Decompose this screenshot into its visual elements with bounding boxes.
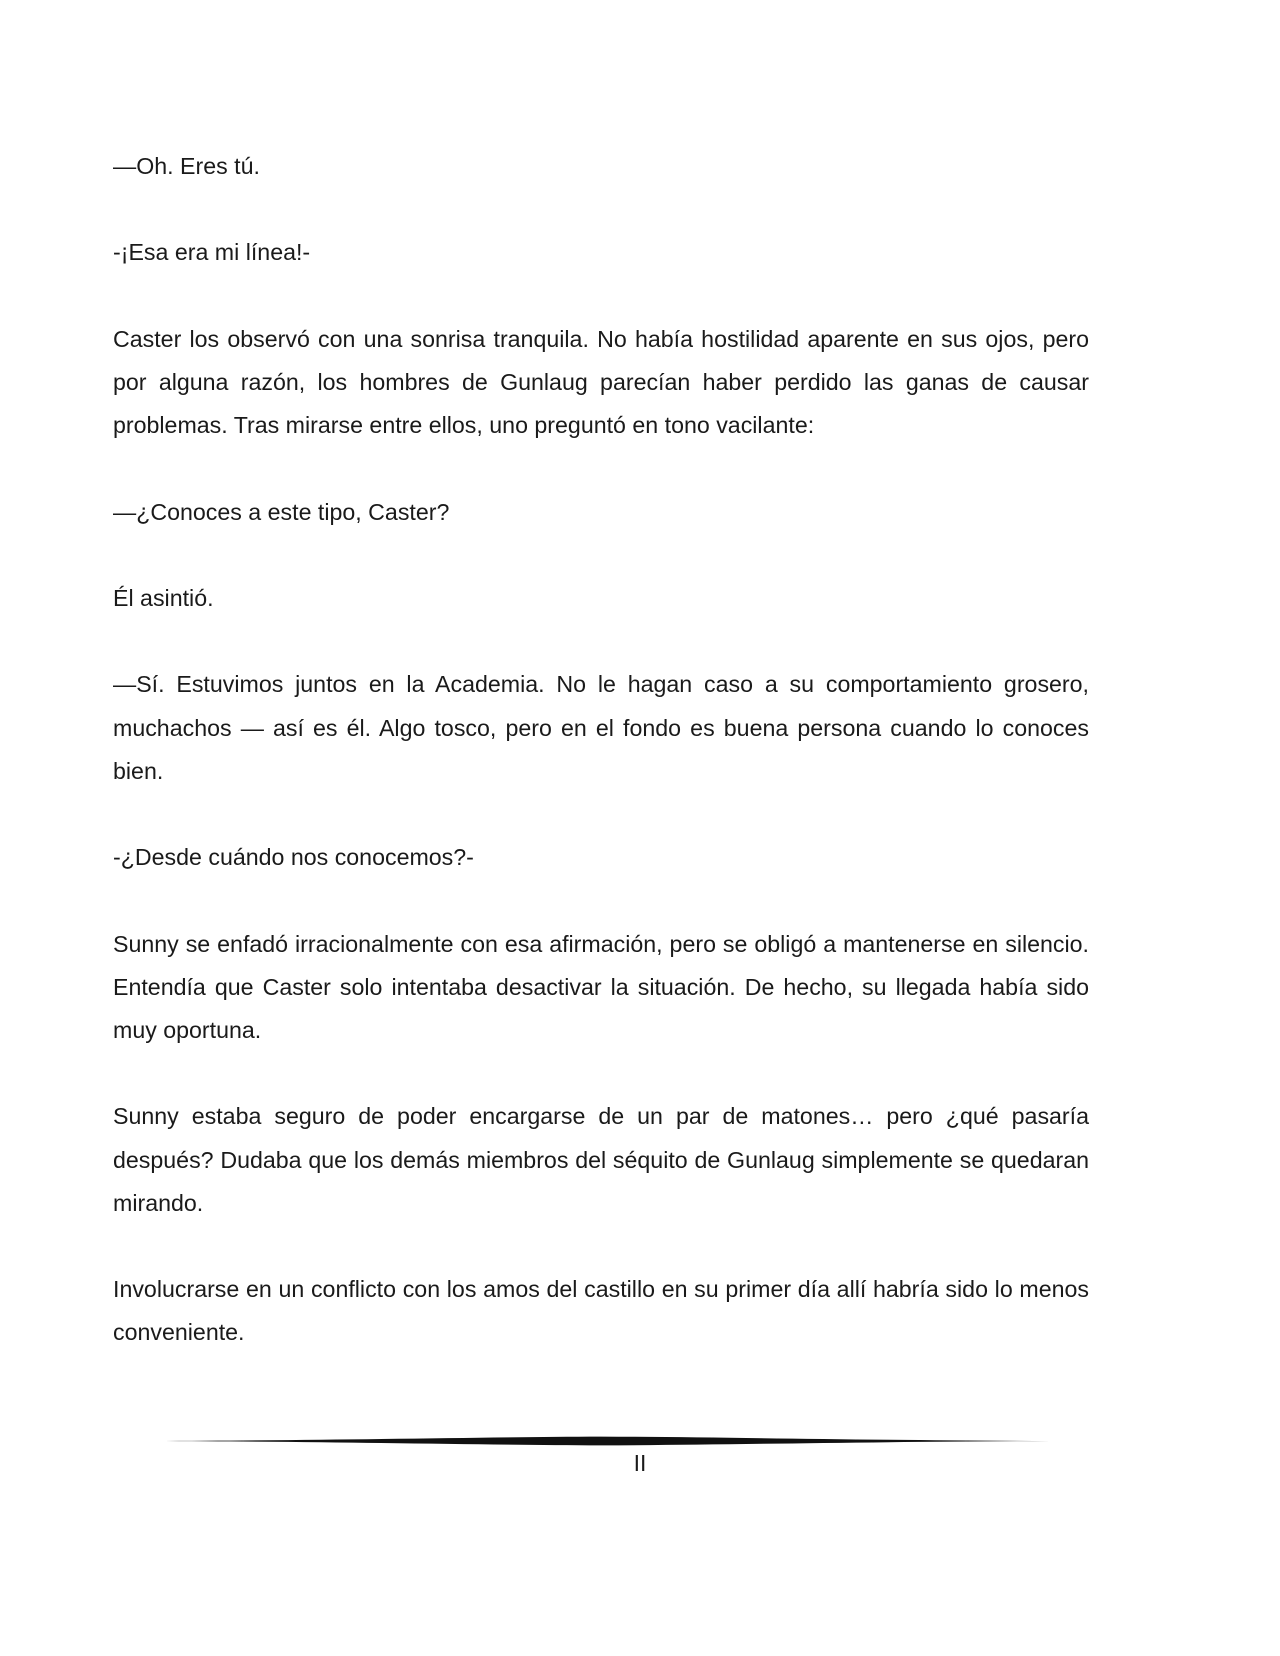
divider-swell-shape [152,1437,1050,1446]
paragraph-thought-line: -¡Esa era mi línea!- [113,239,311,266]
paragraph-dialogue-oh: —Oh. Eres tú. [113,153,260,179]
paragraph-thought-since: -¿Desde cuándo nos conocemos?- [113,844,474,871]
paragraph-sunny-angry: Sunny se enfadó irracionalmente con esa afirmación, pero se obligó a mantenerse en silencio. Entendía que Caster solo intentaba desactivar la situación. De hecho, su llegada había sido muy oportuna. [113,930,1089,1043]
paragraph-nod: Él asintió. [113,584,214,611]
paragraph-sunny-sure: Sunny estaba seguro de poder encargarse de un par de matones… pero ¿qué pasaría después? Dudaba que los demás miembros del séquito de Gunlaug simplemente se quedaran mirando. [113,1103,1089,1216]
paragraph-conflict: Involucrarse en un conflicto con los amos del castillo en su primer día allí habría sido lo menos conveniente. [113,1276,1089,1346]
footer-divider-ornament [152,1436,1050,1446]
paragraph-dialogue-academy: —Sí. Estuvimos juntos en la Academia. No le hagan caso a su comportamiento grosero, muchachos — así es él. Algo tosco, pero en el fondo es buena persona cuando lo conoces bien. [113,671,1089,784]
paragraph-dialogue-question: —¿Conoces a este tipo, Caster? [113,498,450,525]
paragraph-caster-observes: Caster los observó con una sonrisa tranquila. No había hostilidad aparente en sus ojos, pero por alguna razón, los hombres de Gunlaug parecían haber perdido las ganas de causar problemas. Tras mirarse entre ellos, uno preguntó en tono vacilante: [113,325,1089,439]
body-text [113,145,1089,1355]
page-number: II [633,1450,647,1476]
